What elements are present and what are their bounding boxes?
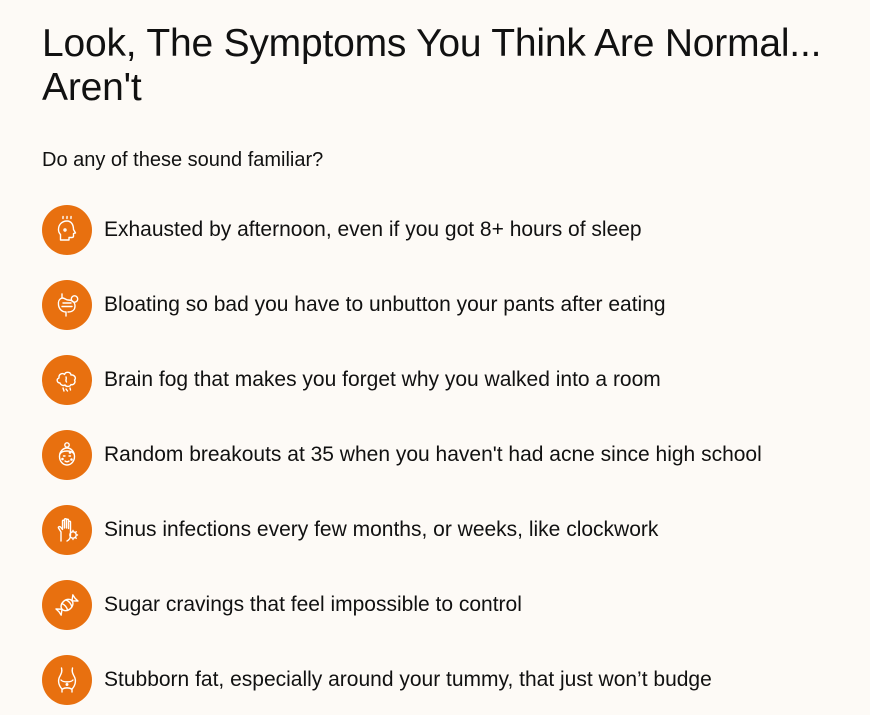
bloating-stomach-icon <box>42 280 92 330</box>
symptoms-section <box>42 22 870 691</box>
exhausted-head-icon <box>42 205 92 255</box>
list-item <box>42 430 762 480</box>
list-item <box>42 505 762 555</box>
list-item <box>42 655 762 705</box>
symptom-text: Bloating so bad you have to unbutton your pants after eating <box>104 293 666 316</box>
list-item <box>42 205 762 255</box>
symptom-text: Exhausted by afternoon, even if you got 8+ hours of sleep <box>104 218 642 241</box>
acne-face-icon <box>42 430 92 480</box>
symptom-list <box>42 205 762 715</box>
list-item <box>42 580 762 630</box>
list-item <box>42 355 762 405</box>
symptom-text: Brain fog that makes you forget why you walked into a room <box>104 368 661 391</box>
symptom-text: Sugar cravings that feel impossible to control <box>104 593 522 616</box>
symptom-text: Stubborn fat, especially around your tummy, that just won’t budge <box>104 668 712 691</box>
page-title: Look, The Symptoms You Think Are Normal... Aren't <box>42 22 822 109</box>
symptom-text: Random breakouts at 35 when you haven't had acne since high school <box>104 443 762 466</box>
candy-icon <box>42 580 92 630</box>
intro-text: Do any of these sound familiar? <box>42 149 324 171</box>
belly-fat-icon <box>42 655 92 705</box>
list-item <box>42 280 762 330</box>
symptom-text: Sinus infections every few months, or weeks, like clockwork <box>104 518 659 541</box>
brain-fog-icon <box>42 355 92 405</box>
germ-hand-icon <box>42 505 92 555</box>
